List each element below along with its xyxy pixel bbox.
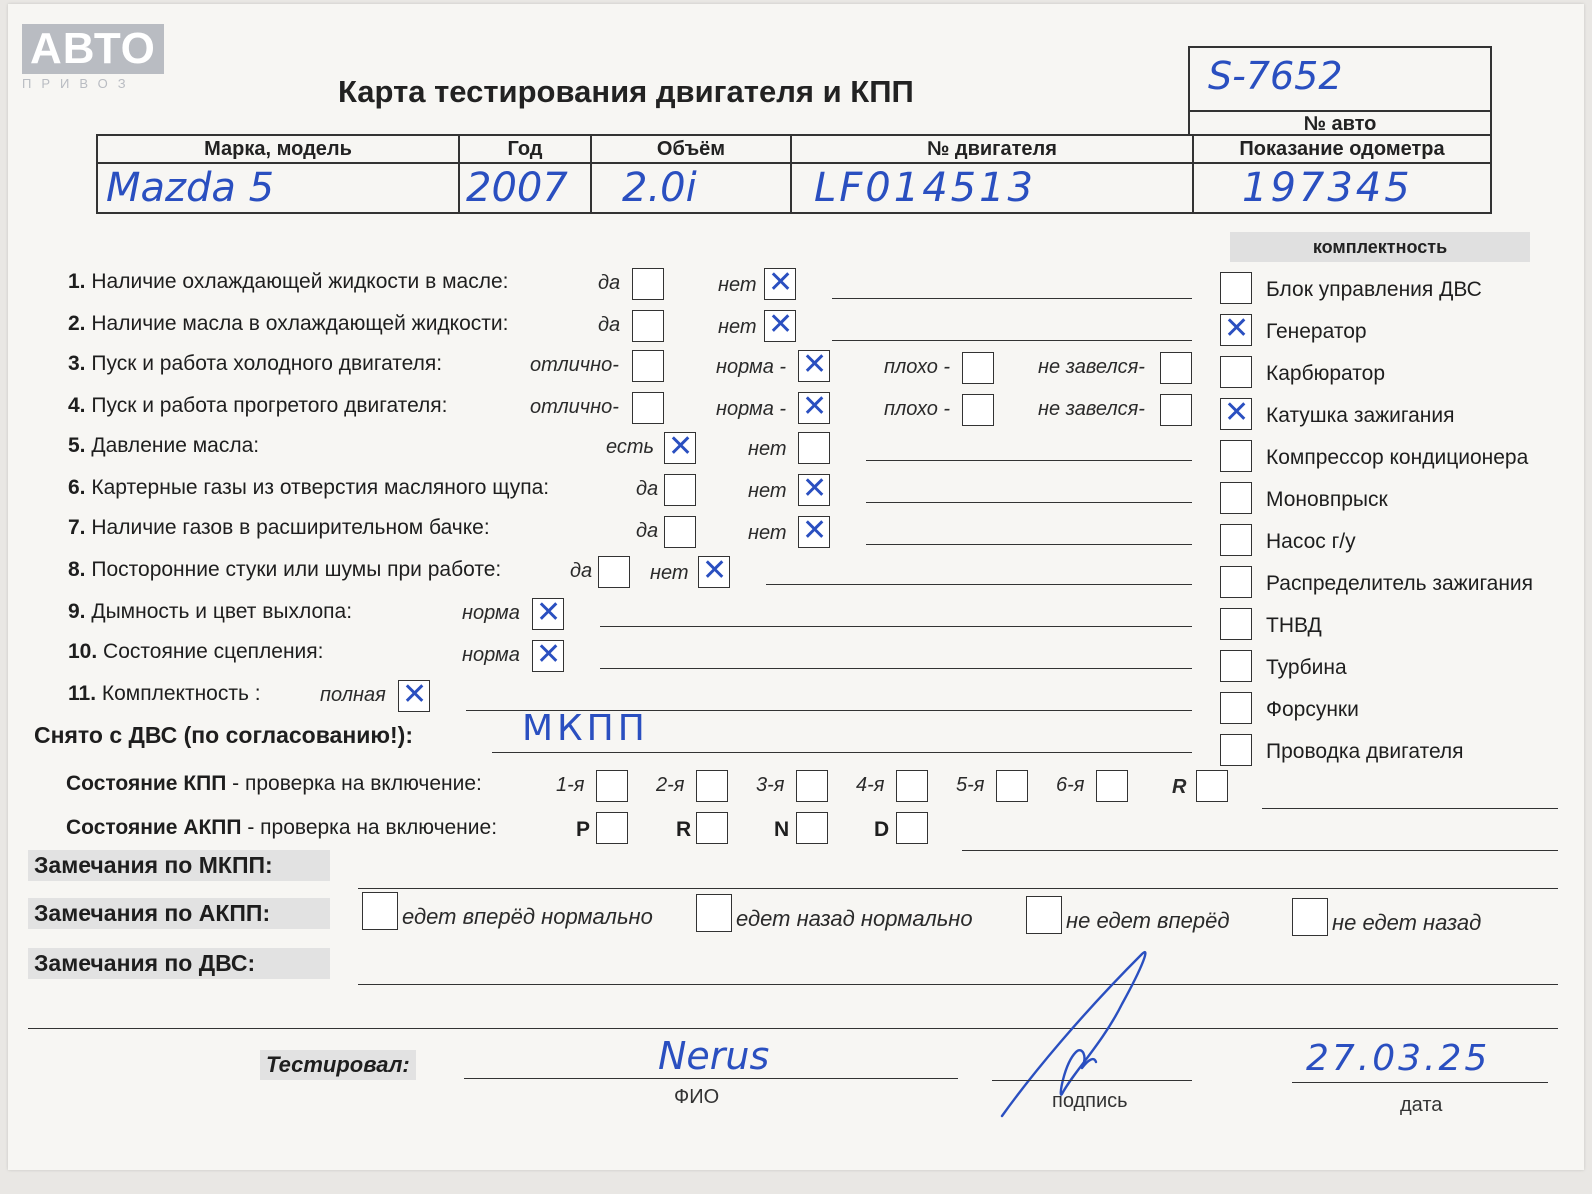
checkbox-gear-4[interactable] <box>896 770 928 802</box>
item-2: 2. Наличие масла в охлаждающей жидкости: <box>68 312 509 335</box>
checkbox-item5-yes[interactable] <box>664 432 696 464</box>
test-date: 27.03.25 <box>1306 1038 1491 1079</box>
checkbox-item4-excellent[interactable] <box>632 392 664 424</box>
checkbox-item11-full[interactable] <box>398 680 430 712</box>
comp-item-label: Компрессор кондиционера <box>1266 446 1529 469</box>
date-line <box>1292 1082 1548 1083</box>
gear-label: 3-я <box>756 774 785 796</box>
gear-label: 4-я <box>856 774 885 796</box>
notes-line <box>832 298 1192 299</box>
comp-item-label: Проводка двигателя <box>1266 740 1464 763</box>
checkbox-item8-no[interactable] <box>698 556 730 588</box>
option-label: нет <box>748 522 787 544</box>
make-model-value: Mazda 5 <box>97 163 459 213</box>
checkbox-comp-distributor[interactable] <box>1220 566 1252 598</box>
notes-line <box>866 544 1192 545</box>
item-10: 10. Состояние сцепления: <box>68 640 324 663</box>
completeness-title: комплектность <box>1230 232 1530 262</box>
option-label: норма - <box>716 356 787 378</box>
item-label: Картерные газы из отверстия масляного щупа: <box>91 476 550 499</box>
checkbox-item1-yes[interactable] <box>632 268 664 300</box>
checkbox-item9-normal[interactable] <box>532 598 564 630</box>
notes-line <box>600 668 1192 669</box>
option-label: нет <box>748 438 787 460</box>
mode-label: N <box>774 818 790 841</box>
item-label: Пуск и работа прогретого двигателя: <box>91 394 448 417</box>
gear-label: 2-я <box>656 774 685 796</box>
checkbox-item3-excellent[interactable] <box>632 350 664 382</box>
checkbox-item7-no[interactable] <box>798 516 830 548</box>
option-label: нет <box>650 562 689 584</box>
comp-item-label: Карбюратор <box>1266 362 1386 385</box>
checkbox-comp-carburetor[interactable] <box>1220 356 1252 388</box>
test-card-sheet <box>8 4 1584 1170</box>
checkbox-comp-hp-fuel-pump[interactable] <box>1220 608 1252 640</box>
checkbox-gear-r[interactable] <box>1196 770 1228 802</box>
option-label: не завелся- <box>1038 356 1145 378</box>
checkbox-forward-fail[interactable] <box>1026 896 1062 934</box>
engine-number-value: LF014513 <box>791 163 1193 213</box>
item-5: 5. Давление масла: <box>68 434 260 457</box>
checkbox-item2-no[interactable] <box>764 310 796 342</box>
kpp-notes-line <box>1262 808 1558 809</box>
notes-line <box>866 460 1192 461</box>
item-label: Комплектность : <box>101 682 261 705</box>
logo-subtext: ПРИВОЗ <box>22 76 136 91</box>
option-label: не завелся- <box>1038 398 1145 420</box>
year-value: 2007 <box>459 163 591 213</box>
comp-item-label: Насос г/у <box>1266 530 1356 553</box>
checkbox-item4-not-started[interactable] <box>1160 394 1192 426</box>
option-label: отлично- <box>530 354 619 376</box>
item-7: 7. Наличие газов в расширительном бачке: <box>68 516 490 539</box>
odometer-value: 197345 <box>1193 163 1491 213</box>
item-9: 9. Дымность и цвет выхлопа: <box>68 600 353 623</box>
option-label: да <box>598 314 621 336</box>
checkbox-comp-ps-pump[interactable] <box>1220 524 1252 556</box>
volume-value: 2.0і <box>591 163 791 213</box>
remarks-mkpp-label: Замечания по МКПП: <box>28 850 330 881</box>
col-make-model: Марка, модель <box>97 135 459 163</box>
checkbox-comp-wiring[interactable] <box>1220 734 1252 766</box>
item-4: 4. Пуск и работа прогретого двигателя: <box>68 394 448 417</box>
option-label: нет <box>718 316 757 338</box>
gear-label: 6-я <box>1056 774 1085 796</box>
notes-line <box>600 626 1192 627</box>
item-label: Наличие охлаждающей жидкости в масле: <box>91 270 509 293</box>
remarks-extra-line <box>28 1028 1558 1029</box>
removed-line <box>492 752 1192 753</box>
checkbox-item4-bad[interactable] <box>962 394 994 426</box>
checkbox-item6-no[interactable] <box>798 474 830 506</box>
akpp-option-label: не едет вперёд <box>1066 908 1230 933</box>
col-odometer: Показание одометра <box>1193 135 1491 163</box>
option-label: нет <box>748 480 787 502</box>
item-3: 3. Пуск и работа холодного двигателя: <box>68 352 443 375</box>
comp-item-label: Блок управления ДВС <box>1266 278 1482 301</box>
akpp-option-label: едет назад нормально <box>736 906 973 931</box>
checkbox-comp-ecu[interactable] <box>1220 272 1252 304</box>
checkbox-gear-2[interactable] <box>696 770 728 802</box>
checkbox-item3-bad[interactable] <box>962 352 994 384</box>
tester-name: Nerus <box>658 1034 770 1078</box>
tested-by-label: Тестировал: <box>260 1050 416 1080</box>
checkbox-gear-1[interactable] <box>596 770 628 802</box>
card-number: S-7652 <box>1208 54 1343 98</box>
checkbox-item10-normal[interactable] <box>532 640 564 672</box>
checkbox-comp-mono-injection[interactable] <box>1220 482 1252 514</box>
option-label: да <box>636 520 659 542</box>
card-number-box <box>1188 46 1492 112</box>
checkbox-mode-r[interactable] <box>696 812 728 844</box>
col-engine-number: № двигателя <box>791 135 1193 163</box>
card-title: Карта тестирования двигателя и КПП <box>338 74 914 109</box>
checkbox-item7-yes[interactable] <box>664 516 696 548</box>
checkbox-item3-normal[interactable] <box>798 350 830 382</box>
item-label: Состояние сцепления: <box>103 640 324 663</box>
akpp-option-label: едет вперёд нормально <box>402 904 653 929</box>
checkbox-item2-yes[interactable] <box>632 310 664 342</box>
item-label: Пуск и работа холодного двигателя: <box>91 352 443 375</box>
comp-item-label: ТНВД <box>1266 614 1322 637</box>
checkbox-item1-no[interactable] <box>764 268 796 300</box>
option-label: отлично- <box>530 396 619 418</box>
checkbox-item6-yes[interactable] <box>664 474 696 506</box>
comp-item-label: Катушка зажигания <box>1266 404 1455 427</box>
item-1: 1. Наличие охлаждающей жидкости в масле: <box>68 270 509 293</box>
checkbox-mode-d[interactable] <box>896 812 928 844</box>
comp-item-label: Форсунки <box>1266 698 1359 721</box>
option-label: да <box>570 560 593 582</box>
checkbox-item8-yes[interactable] <box>598 556 630 588</box>
checkbox-comp-ac-compressor[interactable] <box>1220 440 1252 472</box>
option-label: норма <box>462 644 520 666</box>
avto-privoz-logo <box>22 24 164 91</box>
checkbox-gear-3[interactable] <box>796 770 828 802</box>
option-label: да <box>636 478 659 500</box>
comp-item-label: Турбина <box>1266 656 1347 679</box>
option-label: плохо - <box>884 398 951 420</box>
checkbox-comp-injectors[interactable] <box>1220 692 1252 724</box>
auto-number-label: № авто <box>1188 110 1492 136</box>
remarks-dvs-line <box>358 984 1558 985</box>
comp-item-label: Генератор <box>1266 320 1367 343</box>
checkbox-gear-6[interactable] <box>1096 770 1128 802</box>
option-label: полная <box>320 684 386 706</box>
removed-value: МКПП <box>522 708 649 749</box>
checkbox-comp-turbo[interactable] <box>1220 650 1252 682</box>
option-label: норма - <box>716 398 787 420</box>
checkbox-forward-ok[interactable] <box>362 892 398 930</box>
checkbox-item4-normal[interactable] <box>798 392 830 424</box>
item-label: Дымность и цвет выхлопа: <box>91 600 353 623</box>
comp-item-label: Моновпрыск <box>1266 488 1388 511</box>
fio-line <box>464 1078 958 1079</box>
checkbox-item3-not-started[interactable] <box>1160 352 1192 384</box>
checkbox-reverse-fail[interactable] <box>1292 898 1328 936</box>
remarks-mkpp-line <box>358 888 1558 889</box>
gear-label: 1-я <box>556 774 585 796</box>
vehicle-header-table <box>96 134 1492 214</box>
item-label: Наличие газов в расширительном бачке: <box>91 516 490 539</box>
comp-item-label: Распределитель зажигания <box>1266 572 1534 595</box>
signature-line <box>992 1080 1192 1081</box>
col-year: Год <box>459 135 591 163</box>
fio-caption: ФИО <box>674 1086 720 1108</box>
akpp-notes-line <box>962 850 1558 851</box>
item-label: Посторонние стуки или шумы при работе: <box>91 558 502 581</box>
akpp-check-label: Состояние АКПП - проверка на включение: <box>66 816 498 839</box>
gear-label: R <box>1172 776 1187 798</box>
date-caption: дата <box>1400 1094 1443 1116</box>
akpp-option-label: не едет назад <box>1332 910 1482 935</box>
item-label: Наличие масла в охлаждающей жидкости: <box>91 312 509 335</box>
checkbox-mode-n[interactable] <box>796 812 828 844</box>
checkbox-item5-no[interactable] <box>798 432 830 464</box>
option-label: плохо - <box>884 356 951 378</box>
remarks-dvs-label: Замечания по ДВС: <box>28 948 330 979</box>
kpp-check-label: Состояние КПП - проверка на включение: <box>66 772 482 795</box>
remarks-akpp-label: Замечания по АКПП: <box>28 898 330 929</box>
item-8: 8. Посторонние стуки или шумы при работе: <box>68 558 502 581</box>
option-label: нет <box>718 274 757 296</box>
option-label: да <box>598 272 621 294</box>
gear-label: 5-я <box>956 774 985 796</box>
removed-label: Снято с ДВС (по согласованию!): <box>34 722 413 748</box>
mode-label: R <box>676 818 692 841</box>
mode-label: P <box>576 818 591 841</box>
notes-line <box>766 584 1192 585</box>
logo-text: АВТО <box>22 24 164 74</box>
item-11: 11. Комплектность : <box>68 682 261 705</box>
mode-label: D <box>874 818 890 841</box>
checkbox-comp-ignition-coil[interactable] <box>1220 398 1252 430</box>
notes-line <box>866 502 1192 503</box>
checkbox-comp-generator[interactable] <box>1220 314 1252 346</box>
item-6: 6. Картерные газы из отверстия масляного щупа: <box>68 476 550 499</box>
checkbox-mode-p[interactable] <box>596 812 628 844</box>
col-volume: Объём <box>591 135 791 163</box>
checkbox-gear-5[interactable] <box>996 770 1028 802</box>
checkbox-reverse-ok[interactable] <box>696 894 732 932</box>
notes-line <box>832 340 1192 341</box>
signature-caption: подпись <box>1052 1090 1128 1112</box>
option-label: есть <box>606 436 655 458</box>
item-label: Давление масла: <box>91 434 260 457</box>
option-label: норма <box>462 602 520 624</box>
